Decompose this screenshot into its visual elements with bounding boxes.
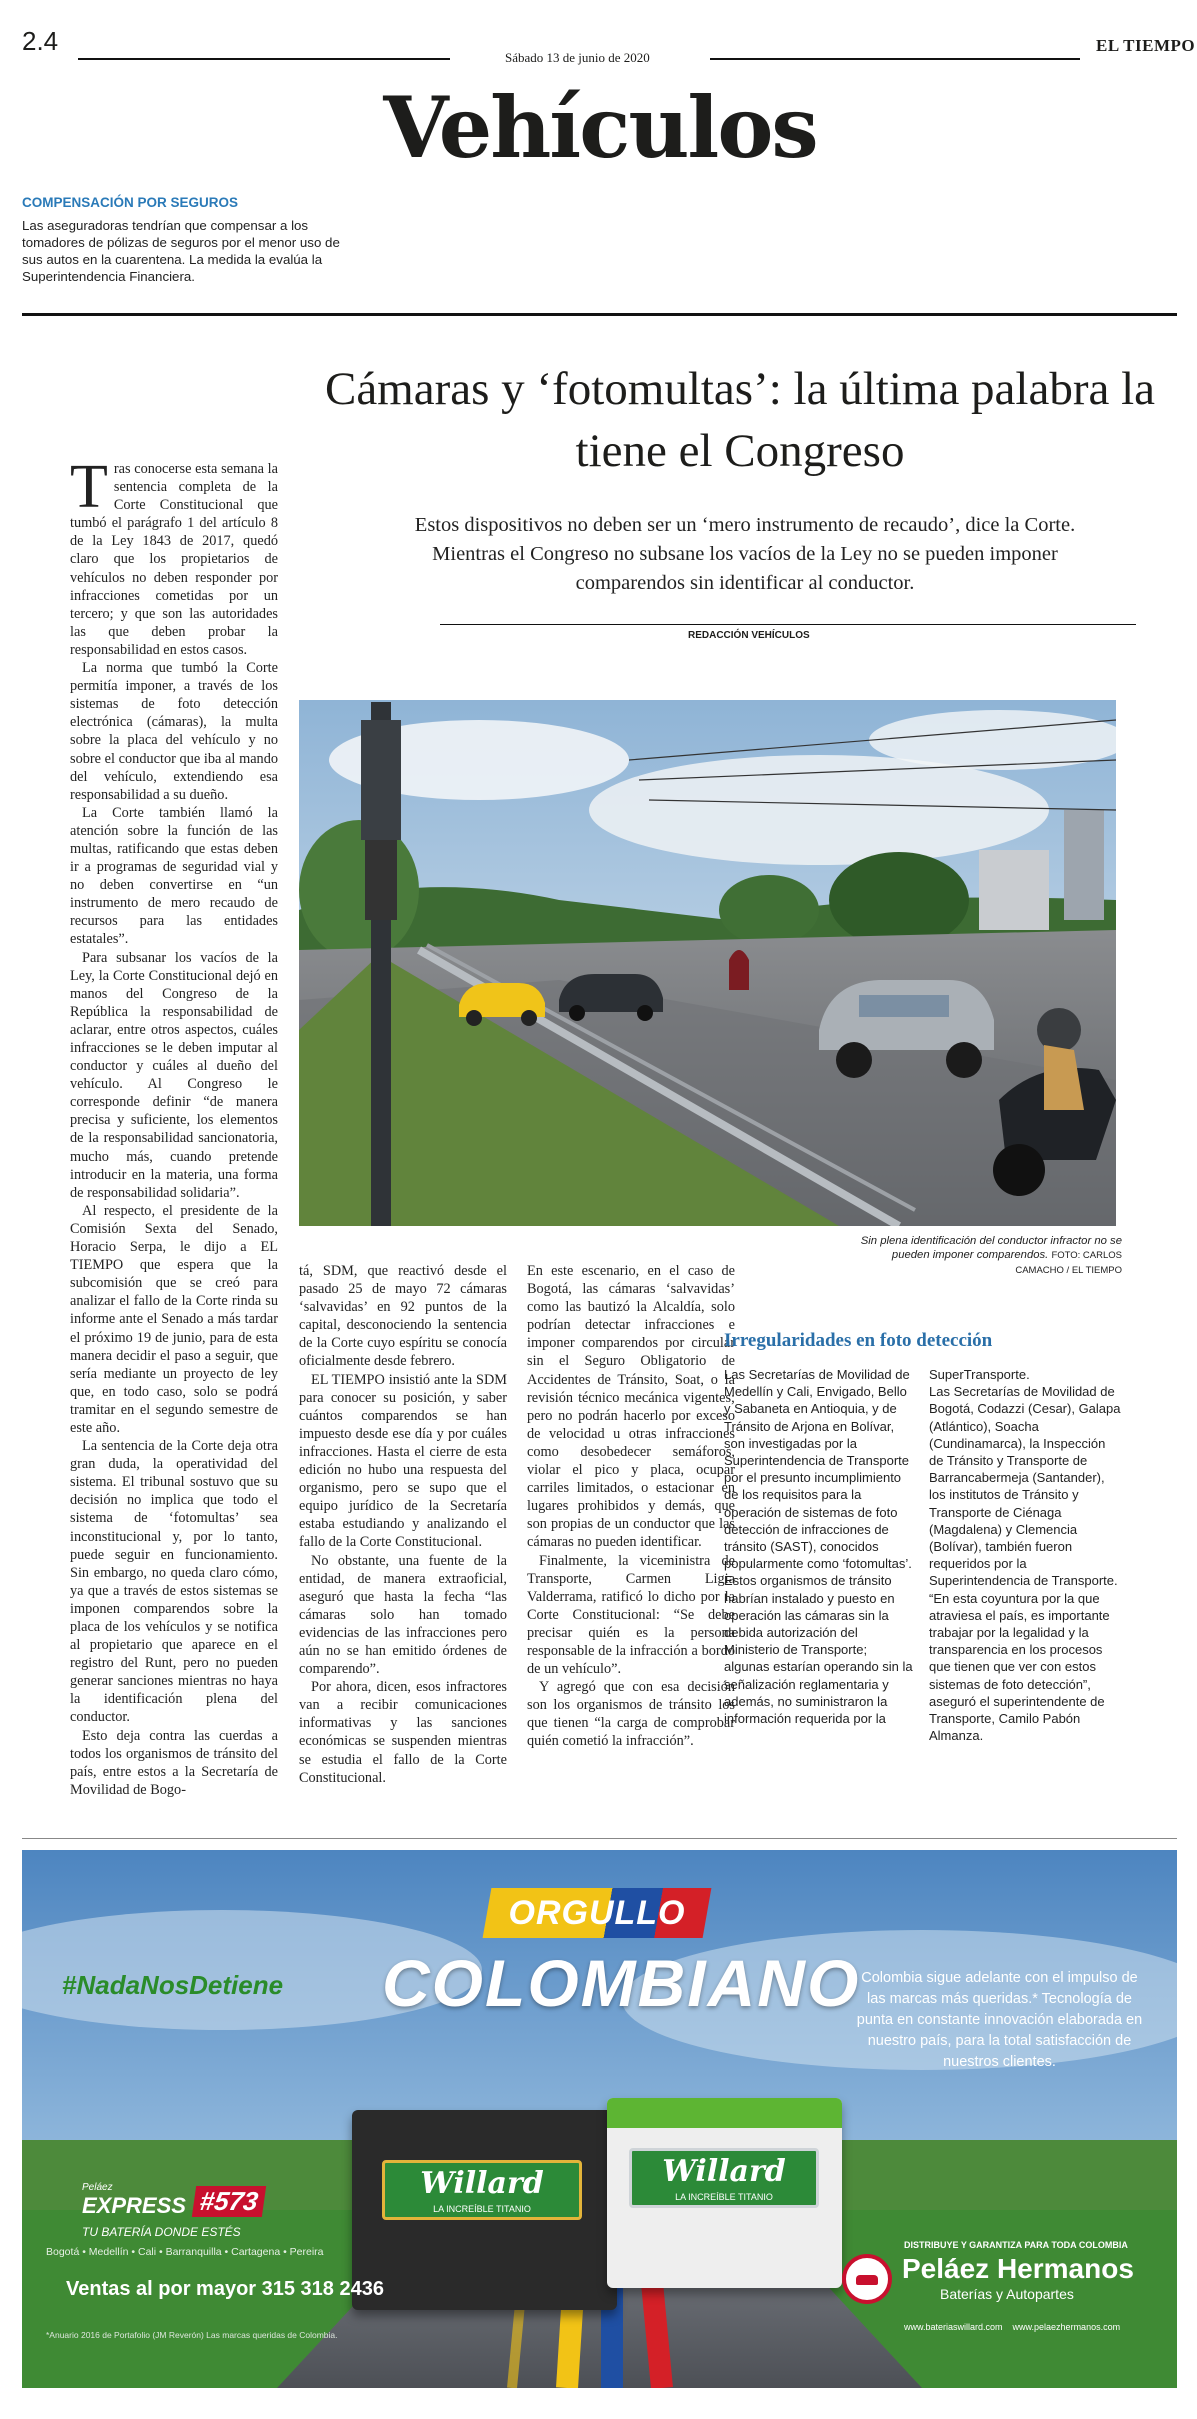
paragraph: SuperTransporte. [929, 1367, 1030, 1382]
battery-brand: Willard [662, 2154, 786, 2189]
paragraph: ras conocerse esta semana la sentencia completa de la Corte Constitucional que tumbó el parágrafo 1 del artículo 8 de la Ley 1843 de 2017, quedó claro que los propietarios de vehículos no deben responder por infracciones cometidas por un tercero; y que son las autoridades las que deben probar la responsabilidad en estos casos. [70, 461, 278, 658]
paragraph: “En esta coyuntura por la que atraviesa el país, es importante trabajar por la legalidad y la transparencia en los procesos que tienen que ver con estos sistemas de foto detección”, aseguró el superintendente de Transporte, Camilo Pabón Almanza. [929, 1590, 1110, 1744]
express-small: Peláez [82, 2182, 113, 2193]
article-column-1 [70, 460, 278, 1820]
paragraph: Estos organismos de tránsito habrían instalado y puesto en operación las cámaras sin la debida autorización del Ministerio de Transporte; algunas estarían operando sin la señalización reglamentaria y además, no suministraron la información requerida por la [724, 1573, 913, 1727]
paragraph: tá, SDM, que reactivó desde el pasado 25 de mayo 72 cámaras ‘salvavidas’ en 92 puntos de la capital, desconociendo la sentencia de la Corte cuyo espíritu se conocía oficialmente desde febrero. [299, 1263, 507, 1370]
paragraph: En este escenario, en el caso de Bogotá, las cámaras ‘salvavidas’ como las bautizó la Alcaldía, solo podrían detectar infracciones e imponer comparendos por circular sin el Seguro Obligatorio de Accidentes de Tránsito, Soat, o la revisión técnico mecánica vigentes; pero no podrán hacerlo por exceso de velocidad u otras infracciones como desobedecer semáforos, violar el pico y placa, ocupar carriles limitados, o estacionar en lugares prohibidos y demás, que son propias de un conductor que las cámaras no pueden identificar. [527, 1263, 735, 1551]
deck-rule [440, 624, 1136, 625]
article-headline: Cámaras y ‘fotomultas’: la última palabra la tiene el Congreso [324, 363, 1156, 477]
paragraph: Las Secretarías de Movilidad de Bogotá, Codazzi (Cesar), Galapa (Atlántico), Soacha (Cundinamarca), la Inspección de Tránsito y Transporte de Barrancabermeja (Santander), los institutos de Tránsito y Transporte de Ciénaga (Magdalena) y Clemencia (Bolívar), también fueron requeridos por la Superintendencia de Transporte. [929, 1384, 1121, 1589]
sidebar-box [714, 1318, 1124, 1758]
drop-cap: T [70, 460, 108, 521]
express-name: EXPRESS [82, 2193, 186, 2218]
brand-logo: EL TIEMPO [1096, 36, 1196, 55]
car-icon [856, 2275, 878, 2285]
battery-tagline: LA INCREÍBLE TITANIO [433, 2204, 531, 2214]
battery-white [607, 2098, 842, 2288]
top-section-rule [22, 313, 1177, 316]
paragraph: Las Secretarías de Movilidad de Medellín y Cali, Envigado, Bello y Sabaneta en Antioquia, y de Tránsito de Arjona en Bolívar, son investigadas por la Superintendencia de Transporte por el presunto incumplimiento de los requisitos para la operación de sistemas de foto detección de infracciones de tránsito (SAST), conocidos popularmente como ‘fotomultas’. [724, 1367, 912, 1572]
paragraph: EL TIEMPO insistió ante la SDM para conocer su posición, y saber cuántos comparendos se han impuesto desde ese día y por cuáles infracciones. Hasta el cierre de esta edición no hubo una respuesta del organismo, pero se supo que el equipo jurídico de la Secretaría estaba estudiando y analizando el fallo de la Corte Constitucional. [299, 1371, 507, 1551]
distributor-name: Peláez Hermanos [902, 2253, 1134, 2284]
paragraph: No obstante, una fuente de la entidad, de manera extraoficial, aseguró que hasta la fecha “las cámaras solo han tomado evidencias de las infracciones pero aún no se han emitido órdenes de comparendo”. [299, 1552, 507, 1678]
sidebar-column-a [724, 1366, 916, 1727]
section-title: Vehículos [383, 78, 817, 177]
paragraph: Finalmente, la viceministra de Transporte, Carmen Ligia Valderrama, ratificó lo dicho por la Corte Constitucional: “Se debe precisar quién es la persona responsable de la infracción a bordo de un vehículo”. [527, 1552, 735, 1678]
distributor-logo [842, 2254, 892, 2304]
battery-lid [607, 2098, 842, 2128]
ad-copy: Colombia sigue adelante con el impulso de las marcas más queridas.* Tecnología de punta en constante innovación elaborada en nuestro país, para la total satisfacción de nuestros clientes. [856, 1970, 1143, 2070]
paragraph: Por ahora, dicen, esos infractores van a recibir comunicaciones informativas y las sanciones económicas se suspenden mientras se estudia el fallo de la Corte Constitucional. [299, 1679, 507, 1786]
article-photo [299, 700, 1116, 1226]
article-deck: Estos dispositivos no deben ser un ‘mero instrumento de recaudo’, dice la Corte. Mientras el Congreso no subsane los vacíos de la Ley no se pueden imponer comparendos sin identificar al conductor. [414, 514, 1076, 594]
paragraph: La norma que tumbó la Corte permitía imponer, a través de los sistemas de foto detección electrónica (cámaras), la multa sobre la placa del vehículo y no sobre el conductor que iba al mando del vehículo, extendiendo esa responsabilidad a su dueño. [70, 660, 278, 803]
distributor-websites: www.bateriaswillard.com www.pelaezhermanos.com [904, 2322, 1121, 2332]
advertisement [22, 1850, 1177, 2388]
summary-kicker: COMPENSACIÓN POR SEGUROS [22, 195, 239, 210]
ad-hashtag: #NadaNosDetiene [62, 1970, 284, 2000]
battery-black [352, 2110, 617, 2310]
colombiano-text: COLOMBIANO [382, 1946, 861, 2020]
express-sub: TU BATERÍA DONDE ESTÉS [82, 2225, 241, 2239]
photo-credit: FOTO: CARLOS CAMACHO / EL TIEMPO [1015, 1250, 1122, 1276]
traffic-camera-photo [299, 700, 1116, 1226]
summary-text: Las aseguradoras tendrían que compensar a los tomadores de pólizas de seguros por el menor uso de sus autos en la cuarentena. La medida la evalúa la Superintendencia Financiera. [22, 218, 340, 284]
paragraph: Y agregó que con esa decisión son los organismos de tránsito los que tienen “la carga de comprobar quién cometió la infracción”. [527, 1679, 735, 1750]
express-cities: Bogotá • Medellín • Cali • Barranquilla • Cartagena • Pereira [46, 2246, 324, 2258]
photo-caption [860, 1234, 1122, 1278]
battery-brand: Willard [420, 2166, 544, 2201]
issue-date: Sábado 13 de junio de 2020 [505, 50, 650, 65]
paragraph: La Corte también llamó la atención sobre la función de las multas, ratificando que estas deben ir a programas de seguridad vial y no deben convertirse en “un instrumento de mero recaudo de recursos para las entidades estatales”. [70, 804, 278, 948]
distributor-sub: Baterías y Autopartes [940, 2286, 1074, 2302]
ad-footnote: *Anuario 2016 de Portafolio (JM Reverón) Las marcas queridas de Colombia. [46, 2330, 338, 2340]
paragraph: Esto deja contra las cuerdas a todos los organismos de tránsito del país, entre estos a la Secretaría de Movilidad de Bogo- [70, 1727, 278, 1798]
ad-separator-rule [22, 1838, 1177, 1839]
article-column-3 [527, 1262, 735, 1817]
page-number: 2.4 [22, 26, 59, 56]
paragraph: Al respecto, el presidente de la Comisión Sexta del Senado, Horacio Serpa, le dijo a EL TIEMPO que espera que la subcomisión que se creó para analizar el fallo de la Corte rinda su informe ante el Senado a más tardar el próximo 19 de junio, para de esta manera decidir el paso a seguir, que sería mediante un proyecto de ley que, en todo caso, solo se podrá tramitar en el segundo semestre de este año. [70, 1202, 278, 1436]
distributor-line: DISTRIBUYE Y GARANTIZA PARA TODA COLOMBIA [904, 2240, 1128, 2250]
orgullo-text: ORGULLO [508, 1894, 686, 1932]
paragraph: Para subsanar los vacíos de la Ley, la Corte Constitucional dejó en manos del Congreso de la República la responsabilidad de aclarar, entre otros aspectos, cuáles infracciones se le deben imputar al conductor y cuáles al dueño del vehículo. Al Congreso le corresponde definir “de manera precisa y suficiente, los elementos de la responsabilidad sancionatoria, mucho más, cuando pretende introducir en la materia, una forma de responsabilidad solidaria”. [70, 949, 278, 1201]
header-rule-right [710, 58, 1080, 60]
express-number: #573 [192, 2186, 266, 2217]
caption-text: Sin plena identificación del conductor infractor no se pueden imponer comparendos. [860, 1235, 1122, 1261]
sidebar-title: Irregularidades en foto detección [724, 1330, 993, 1351]
sidebar-column-b [929, 1366, 1121, 1744]
paragraph: La sentencia de la Corte deja otra gran duda, la operatividad del sistema. El tribunal sostuvo que su decisión no implica que todo el sistema de ‘fotomultas’ sea inconstitucional y, por lo tanto, puede seguir en funcionamiento. Sin embargo, no queda claro cómo, ya que a través de estos sistemas se imponen comparendos sobre la placa de los vehículos y se notifica al propietario que aparece en el registro del Runt, pero no pueden generar sanciones mientras no haya la identificación plena del conductor. [70, 1438, 278, 1726]
byline: REDACCIÓN VEHÍCULOS [688, 630, 810, 641]
article-column-2 [299, 1262, 507, 1817]
wholesale-phone: Ventas al por mayor 315 318 2436 [66, 2278, 384, 2300]
battery-tagline: LA INCREÍBLE TITANIO [675, 2192, 773, 2202]
header-rule-left [78, 58, 450, 60]
